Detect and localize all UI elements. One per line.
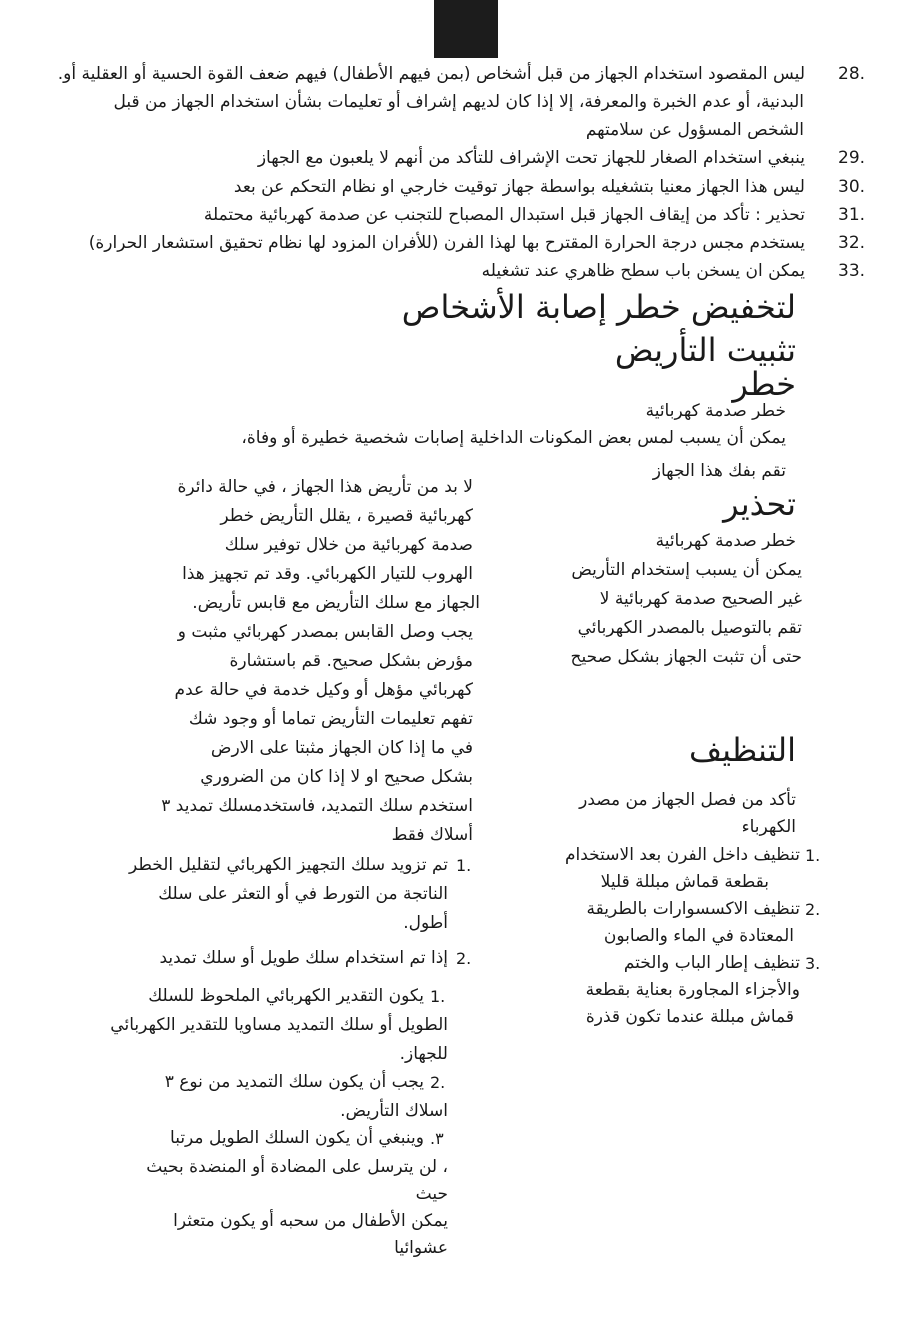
item-text: ينبغي استخدام الصغار للجهاز تحت الإشراف للتأكد من أنهم لا يلعبون مع الجهاز bbox=[257, 148, 805, 168]
item-text: والأجزاء المجاورة بعناية بقطعة bbox=[585, 980, 800, 1000]
item-text: يستخدم مجس درجة الحرارة المقترح بها لهذا الفرن (للأفران المزود لها نظام تحقيق استشعار الحرارة) bbox=[88, 233, 805, 253]
heading-cleaning: التنظيف bbox=[689, 731, 796, 769]
list-item bbox=[40, 230, 910, 256]
item-number: 1. bbox=[805, 846, 821, 865]
item-text: تنظيف إطار الباب والختم bbox=[623, 953, 800, 973]
item-number: .٣ bbox=[430, 1129, 444, 1148]
warning-line: يمكن أن يسبب إستخدام التأريض bbox=[571, 560, 802, 580]
item-text: البدنية، أو عدم الخبرة والمعرفة، إلا إذا كان لديهم إشراف أو تعليمات بشأن استخدام الجهاز من قبل bbox=[113, 92, 804, 112]
heading-grounding: تثبيت التأريض bbox=[614, 331, 796, 369]
item-text: تنظيف الاكسسوارات بالطريقة bbox=[586, 899, 800, 919]
paragraph-line: تفهم تعليمات التأريض تماما أو وجود شك bbox=[188, 709, 473, 729]
item-text: عشوائيا bbox=[394, 1238, 448, 1258]
item-text: يجب أن يكون سلك التمديد من نوع ٣ bbox=[164, 1072, 424, 1092]
item-number: 1. bbox=[456, 856, 472, 875]
item-text: ليس هذا الجهاز معنيا بتشغيله بواسطة جهاز توقيت خارجي او نظام التحكم عن بعد bbox=[233, 177, 805, 197]
list-item bbox=[40, 258, 910, 284]
heading-danger: خطر bbox=[732, 365, 796, 403]
item-text: ليس المقصود استخدام الجهاز من قبل أشخاص (بمن فيهم الأطفال) فيهم ضعف القوة الحسية أو العقلية أو. bbox=[57, 64, 805, 84]
paragraph-line: كهربائي مؤهل أو وكيل خدمة في حالة عدم bbox=[174, 680, 473, 700]
list-item bbox=[40, 202, 910, 228]
paragraph-line: استخدم سلك التمديد، فاستخدمسلك تمديد ٣ bbox=[161, 796, 473, 816]
heading-reduce-risk: لتخفيض خطر إصابة الأشخاص bbox=[401, 288, 796, 326]
list-item bbox=[40, 61, 910, 87]
item-text: يمكن ان يسخن باب سطح ظاهري عند تشغيله bbox=[481, 261, 805, 281]
paragraph-line: يجب وصل القابس بمصدر كهربائي مثبت و bbox=[177, 622, 473, 642]
item-text: قماش مبللة عندما تكون قذرة bbox=[585, 1007, 794, 1027]
paragraph-line: أسلاك فقط bbox=[391, 825, 473, 845]
item-text: حيث bbox=[415, 1184, 448, 1204]
danger-line: يمكن أن يسبب لمس بعض المكونات الداخلية إصابات شخصية خطيرة أو وفاة، bbox=[241, 428, 786, 448]
item-text: اسلاك التأريض. bbox=[340, 1101, 448, 1121]
page-tab-marker bbox=[434, 0, 498, 58]
warning-line: غير الصحيح صدمة كهربائية لا bbox=[599, 589, 802, 609]
item-text: أطول. bbox=[403, 913, 448, 933]
paragraph-line: مؤرض بشكل صحيح. قم باستشارة bbox=[229, 651, 473, 671]
warning-line: خطر صدمة كهربائية bbox=[655, 531, 796, 551]
item-number: 3. bbox=[805, 954, 821, 973]
paragraph-line: الهروب للتيار الكهربائي. وقد تم تجهيز هذا bbox=[182, 564, 473, 584]
item-text: تحذير : تأكد من إيقاف الجهاز قبل استبدال المصباح للتجنب عن صدمة كهربائية محتملة bbox=[203, 205, 805, 225]
item-number: 30. bbox=[838, 177, 866, 197]
item-number: 1. bbox=[430, 987, 446, 1006]
item-text: تنظيف داخل الفرن بعد الاستخدام bbox=[565, 845, 800, 865]
item-number: 2. bbox=[456, 949, 472, 968]
paragraph-line: صدمة كهربائية من خلال توفير سلك bbox=[224, 535, 473, 555]
item-number: 33. bbox=[838, 261, 866, 281]
warning-line: تقم بالتوصيل بالمصدر الكهربائي bbox=[577, 618, 802, 638]
item-text: وينبغي أن يكون السلك الطويل مرتبا bbox=[170, 1128, 424, 1148]
paragraph-line: بشكل صحيح او لا إذا كان من الضروري bbox=[200, 767, 473, 787]
item-number: 28. bbox=[838, 64, 866, 84]
item-number: 29. bbox=[838, 148, 866, 168]
item-text: الناتجة من التورط في أو التعثر على سلك bbox=[158, 884, 448, 904]
item-text: يكون التقدير الكهربائي الملحوظ للسلك bbox=[148, 986, 424, 1006]
danger-line: خطر صدمة كهربائية bbox=[645, 401, 786, 421]
list-item bbox=[40, 145, 910, 171]
item-text: تم تزويد سلك التجهيز الكهربائي لتقليل الخطر bbox=[128, 855, 448, 875]
list-item bbox=[40, 174, 910, 200]
item-number: 31. bbox=[838, 205, 866, 225]
cleaning-intro: تأكد من فصل الجهاز من مصدر bbox=[579, 790, 796, 810]
paragraph-line: كهربائية قصيرة ، يقلل التأريض خطر bbox=[220, 506, 473, 526]
item-text: المعتادة في الماء والصابون bbox=[603, 926, 794, 946]
item-text: إذا تم استخدام سلك طويل أو سلك تمديد bbox=[159, 948, 448, 968]
item-text: الشخص المسؤول عن سلامتهم bbox=[585, 120, 804, 140]
paragraph-line: في ما إذا كان الجهاز مثبتا على الارض bbox=[210, 738, 473, 758]
heading-warning: تحذير bbox=[723, 485, 796, 523]
item-text: ، لن يترسل على المضادة أو المنضدة بحيث bbox=[146, 1157, 448, 1177]
item-number: 2. bbox=[805, 900, 821, 919]
cleaning-intro: الكهرباء bbox=[741, 817, 796, 837]
item-number: 32. bbox=[838, 233, 866, 253]
paragraph-line: لا بد من تأريض هذا الجهاز ، في حالة دائرة bbox=[177, 477, 473, 497]
item-number: 2. bbox=[430, 1073, 446, 1092]
paragraph-line: الجهاز مع سلك التأريض مع قابس تأريض. bbox=[192, 593, 480, 613]
item-text: للجهاز. bbox=[399, 1044, 448, 1064]
item-text: بقطعة قماش مبللة قليلا bbox=[600, 872, 769, 892]
danger-line: تقم بفك هذا الجهاز bbox=[652, 461, 786, 481]
item-text: الطويل أو سلك التمديد مساويا للتقدير الكهربائي bbox=[110, 1015, 448, 1035]
warning-line: حتى أن تثبت الجهاز بشكل صحيح bbox=[570, 647, 802, 667]
item-text: يمكن الأطفال من سحبه أو يكون متعثرا bbox=[173, 1211, 448, 1231]
